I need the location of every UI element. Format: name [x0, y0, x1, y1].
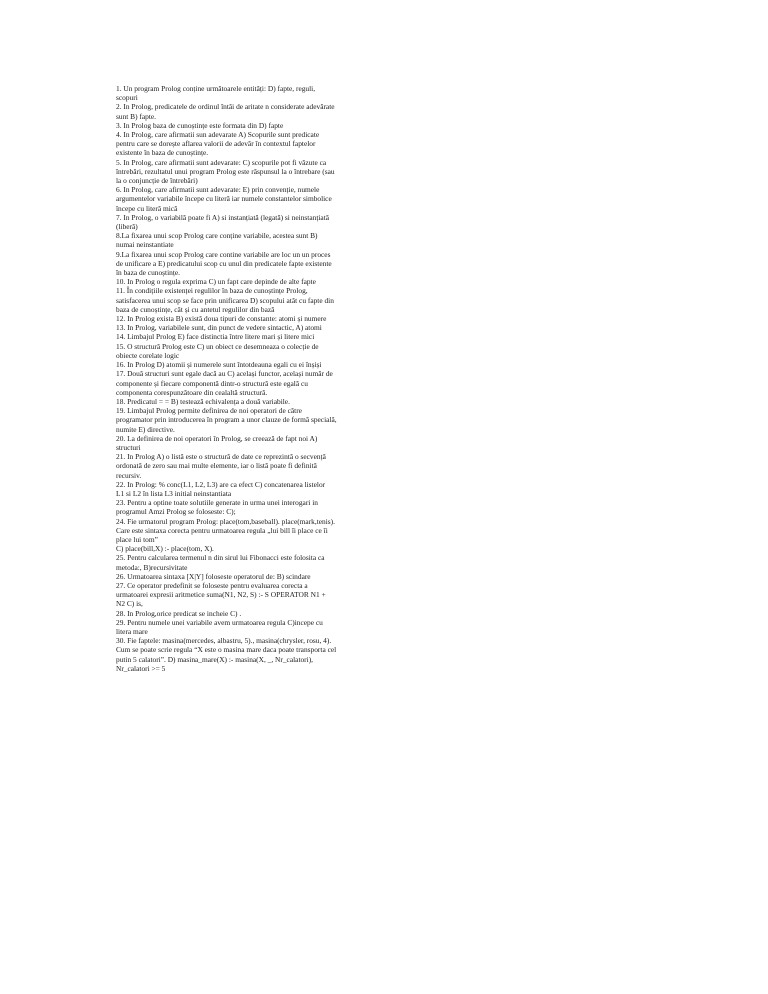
text-line: 23. Pentru a optine toate solutiile generate in urma unei interogari in	[116, 498, 318, 508]
text-line: 30. Fie faptele: masina(mercedes, albastru, 5)., masina(chrysler, rosu, 4).	[116, 636, 332, 646]
text-line: baza de cunoștințe, cât și cu antetul regulilor din bază	[116, 304, 275, 314]
text-line: 3. In Prolog baza de cunoștințe este formata din D) fapte	[116, 120, 284, 130]
text-line: componenta corespunzătoare din cealaltă structură.	[116, 387, 268, 397]
text-line: 2. In Prolog, predicatele de ordinul întâi de aritate n considerate adevărate	[116, 102, 335, 112]
text-line: 27. Ce operator predefinit se foloseste pentru evaluarea corecta a	[116, 580, 308, 590]
text-line: N2 C) is,	[116, 599, 143, 609]
text-line: 1. Un program Prolog conține următoarele entități: D) fapte, reguli,	[116, 84, 316, 93]
text-line: litera mare	[116, 626, 148, 636]
text-line: 7. In Prolog, o variabilă poate fi A) si instanțiată (legată) si neinstanțiată	[116, 212, 330, 222]
text-line: 18. Predicatul = = B) testează echivalența a două variabile.	[116, 396, 290, 406]
text-line: (liberă)	[116, 222, 138, 232]
text-line: 25. Pentru calcularea termenul n din sirul lui Fibonacci este folosita ca	[116, 553, 325, 563]
text-line: 29. Pentru numele unei variabile avem urmatoarea regula C)incepe cu	[116, 617, 323, 627]
text-line: numai neinstantiate	[116, 240, 174, 250]
text-line: de unificare a E) predicatului scop cu unul din predicatele fapte existente	[116, 258, 332, 268]
text-line: 4. In Prolog, care afirmatii sun adevarate A) Scopurile sunt predicate	[116, 130, 320, 140]
text-line: 17. Două structuri sunt egale dacă au C) același functor, același număr de	[116, 369, 333, 379]
text-line: 16. In Prolog D) atomii și numerele sunt întotdeauna egali cu ei înșiși	[116, 360, 322, 370]
text-line: 24. Fie urmatorul program Prolog: place(tom,baseball). place(mark,tenis).	[116, 516, 335, 526]
text-line: întrebări, rezultatul unui program Prolog este răspunsul la o întrebare (sau	[116, 166, 335, 176]
text-line: 9.La fixarea unui scop Prolog care contine variabile are loc un un proces	[116, 249, 331, 259]
text-line: obiecte corelate logic	[116, 350, 180, 360]
text-line: satisfacerea unui scop se face prin unificarea D) scopului atât cu fapte din	[116, 295, 334, 305]
text-line: structuri	[116, 442, 141, 452]
text-line: componente și fiecare componentă dintr-o structură este egală cu	[116, 378, 308, 388]
text-line: 5. In Prolog, care afirmatii sunt adevarate: C) scopurile pot fi văzute ca	[116, 157, 327, 167]
text-line: pentru care se dorește aflarea valorii de adevăr în contextul faptelor	[116, 139, 316, 149]
text-line: 22. In Prolog: % conc(L1, L2, L3) are ca efect C) concatenarea listelor	[116, 479, 326, 489]
text-line: 20. La definirea de noi operatori în Prolog, se creează de fapt noi A)	[116, 433, 318, 443]
text-line: recursiv.	[116, 470, 142, 480]
text-line: Care este sintaxa corecta pentru urmatoarea regula „lui bill îi place ce îi	[116, 525, 328, 535]
text-line: 14. Limbajul Prolog E) face distinctia între litere mari și litere mici	[116, 332, 315, 342]
text-line: 13. In Prolog, variabilele sunt, din punct de vedere sintactic, A) atomi	[116, 323, 322, 333]
text-line: 21. In Prolog A) o listă este o structură de date ce reprezintă o secvență	[116, 452, 326, 462]
text-line: place lui tom”	[116, 534, 158, 544]
text-line: 6. In Prolog, care afirmatii sunt adevarate: E) prin convenție, numele	[116, 185, 320, 195]
text-line: 10. In Prolog o regula exprima C) un fapt care depinde de alte fapte	[116, 277, 316, 287]
text-line: 8.La fixarea unui scop Prolog care conține variabile, acestea sunt B)	[116, 231, 318, 241]
text-line: ordonată de zero sau mai multe elemente, iar o listă poate fi definită	[116, 461, 317, 471]
text-line: sunt B) fapte.	[116, 111, 157, 121]
text-line: 19. Limbajul Prolog permite definirea de noi operatori de către	[116, 406, 302, 416]
text-line: 28. In Prolog,orice predicat se incheie C) .	[116, 608, 242, 618]
text-line: Cum se poate scrie regula “X este o masina mare daca poate transporta cel	[116, 645, 337, 655]
text-line: existente în baza de cunoștințe.	[116, 148, 209, 158]
text-line: la o conjuncție de întrebări)	[116, 176, 198, 186]
document-text	[116, 84, 368, 673]
text-line: 12. In Prolog exista B) există doua tipuri de constante: atomi și numere	[116, 314, 327, 324]
text-line: urmatoarei expresii aritmetice suma(N1, N2, S) :- S OPERATOR N1 +	[116, 590, 326, 600]
text-line: scopuri	[116, 93, 138, 103]
text-line: C) place(bill,X) :- place(tom, X).	[116, 544, 214, 554]
text-line: 11. În condițiile existenței regulilor în baza de cunoștințe Prolog,	[116, 286, 308, 296]
text-line: Nr_calatori >= 5	[116, 663, 166, 673]
text-line: în baza de cunoștințe.	[116, 268, 181, 278]
text-line: L1 si L2 în lista L3 initial neinstantiata	[116, 488, 232, 498]
text-line: 26. Urmatoarea sintaxa [X|Y] foloseste operatorul de: B) scindare	[116, 571, 311, 581]
text-line: argumentelor variabile începe cu literă iar numele constantelor simbolice	[116, 194, 332, 204]
text-line: programator prin introducerea în program a unor clauze de formă specială,	[116, 415, 337, 425]
text-line: numite E) directive.	[116, 424, 175, 434]
text-line: începe cu literă mică	[116, 203, 178, 213]
text-line: metoda:, B)recursivitate	[116, 562, 188, 572]
text-line: 15. O structură Prolog este C) un obiect ce desemneaza o colecție de	[116, 341, 319, 351]
text-line: putin 5 calatori”. D) masina_mare(X) :- masina(X, _, Nr_calatori),	[116, 654, 314, 664]
text-line: programul Amzi Prolog se foloseste: C);	[116, 507, 236, 517]
